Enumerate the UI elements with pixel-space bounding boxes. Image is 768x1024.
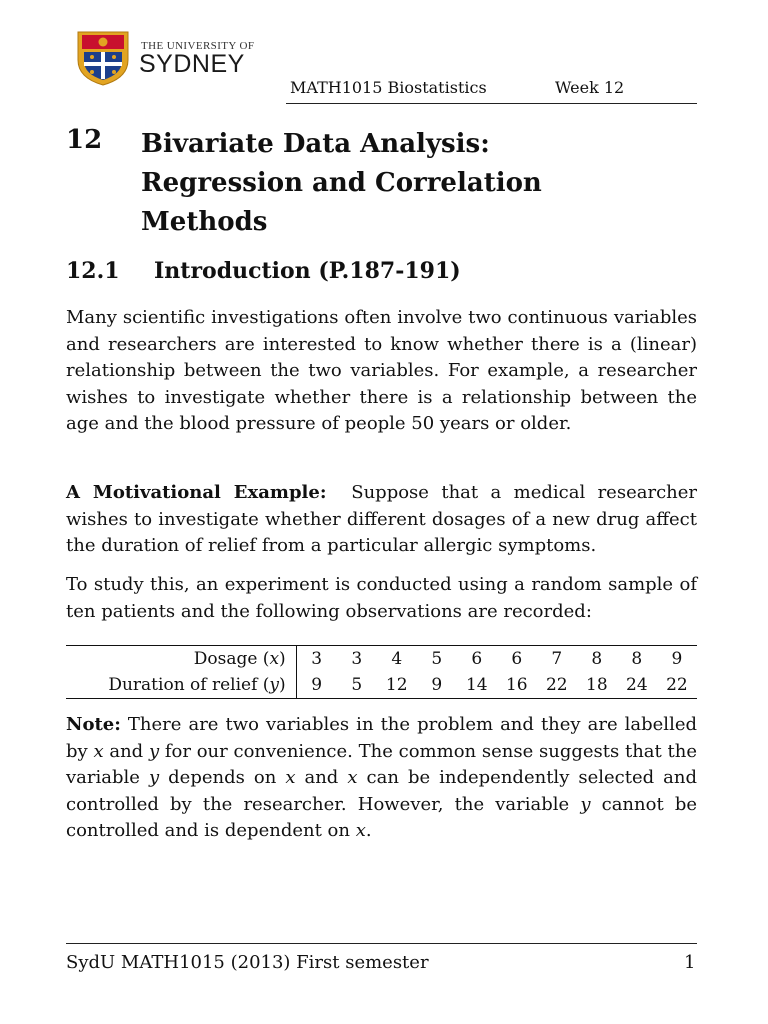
footer-text: SydU MATH1015 (2013) First semester — [66, 952, 429, 973]
table-cell: 9 — [657, 646, 697, 673]
footer-rule — [66, 943, 697, 944]
section-title — [141, 125, 671, 242]
table-cell: 22 — [657, 672, 697, 699]
table-cell: 4 — [377, 646, 417, 673]
dosage-row — [66, 646, 697, 673]
table-cell: 14 — [457, 672, 497, 699]
table-cell: 6 — [457, 646, 497, 673]
section-title-line3: Methods — [141, 207, 268, 237]
table-cell: 3 — [296, 646, 337, 673]
table-cell: 8 — [617, 646, 657, 673]
table-cell: 9 — [417, 672, 457, 699]
table-cell: 5 — [337, 672, 377, 699]
subsection-title: Introduction (P.187-191) — [154, 258, 461, 284]
university-name-line1: THE UNIVERSITY OF — [141, 40, 255, 52]
university-name-line2: SYDNEY — [139, 50, 245, 78]
example-lead: A Motivational Example: — [66, 482, 327, 503]
table-cell: 7 — [537, 646, 577, 673]
duration-label: Duration of relief (y) — [66, 672, 296, 699]
duration-row — [66, 672, 697, 699]
subsection-heading — [66, 258, 461, 284]
note-paragraph: Note: There are two variables in the problem and they are labelled by x and y for our convenience. The common sense suggests that the variable y depends on x and x can be independently selected and controlled by the researcher. However, the variable y cannot be controlled and is dependent on x. — [66, 714, 698, 841]
table-cell: 16 — [497, 672, 537, 699]
table-cell: 22 — [537, 672, 577, 699]
subsection-number: 12.1 — [66, 258, 120, 284]
section-title-line2: Regression and Correlation — [141, 168, 542, 198]
header-rule — [286, 103, 697, 104]
intro-paragraph: Many scientific investigations often involve two continuous variables and researchers are interested to know whether there is a (linear) relationship between the two variables. For example, a researcher wishes to investigate whether there is a relationship between the age and the blood pressure of people 50 years or older. — [66, 307, 697, 434]
example-paragraph — [66, 480, 697, 560]
table-cell: 9 — [296, 672, 337, 699]
page-number: 1 — [684, 952, 696, 973]
section-title-line1: Bivariate Data Analysis: — [141, 129, 490, 159]
observations-table — [66, 645, 697, 699]
table-cell: 5 — [417, 646, 457, 673]
table-cell: 3 — [337, 646, 377, 673]
header-week: Week 12 — [555, 78, 625, 97]
table-cell: 24 — [617, 672, 657, 699]
dosage-label: Dosage (x) — [66, 646, 296, 673]
section-number: 12 — [66, 125, 103, 155]
example-body: Suppose that a medical researcher wishes to investigate whether different dosages of a new drug affect the duration of relief from a particular allergic symptoms. — [66, 482, 697, 556]
university-crest-logo — [76, 30, 130, 86]
table-cell: 12 — [377, 672, 417, 699]
header-course: MATH1015 Biostatistics — [290, 78, 487, 97]
table-cell: 6 — [497, 646, 537, 673]
note-lead: Note: — [66, 714, 121, 735]
table-cell: 8 — [577, 646, 617, 673]
table-cell: 18 — [577, 672, 617, 699]
study-paragraph: To study this, an experiment is conducted using a random sample of ten patients and the following observations are recorded: — [66, 574, 697, 622]
